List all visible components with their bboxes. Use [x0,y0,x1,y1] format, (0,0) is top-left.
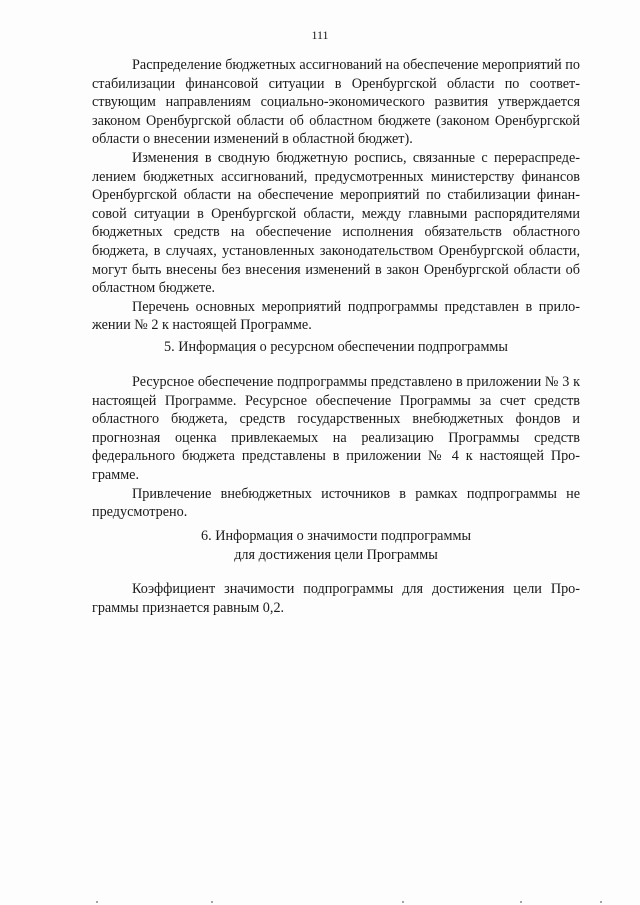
paragraph: Ресурсное обеспечение подпрограммы представлено в приложении № 3 к настоящей Программе. Ресурсное обеспечение Программы за счет средств областного бюджета, средств государственных внебюджетных фондов и прогнозная оценка привлекаемых на реализацию Программы средств федерального бюджета представлены в приложении № 4 к настоящей Программе. [92,374,580,483]
paragraph: Изменения в сводную бюджетную роспись, связанные с перераспределением бюджетных ассигнований, предусмотренных министерству финансов Оренбургской области на обеспечение мероприятий по стабилизации финансовой ситуации в Оренбургской области, между главными распорядителями бюджетных средств на обеспечение исполнения обязательств областного бюджета, в случаях, установленных законодательством Оренбургской области, могут быть внесены без внесения изменений в закон Оренбургской области об областном бюджете. [92,149,580,297]
scan-artifacts [0,897,640,903]
paragraph: Привлечение внебюджетных источников в рамках подпрограммы не предусмотрено. [92,485,580,521]
section-6-heading-line-2: для достижения цели Программы [234,546,438,563]
section-6-heading [92,527,580,564]
section-4-body [92,56,580,335]
page-number: 111 [311,28,329,42]
section-6-body [92,580,580,617]
paragraph: Коэффициент значимости подпрограммы для достижения цели Программы признается равным 0,2. [92,581,580,616]
paragraph: Распределение бюджетных ассигнований на обеспечение мероприятий по стабилизации финансовой ситуации в Оренбургской области по соответствующим направлениям социально-экономического развития утверждается законом Оренбургской области об областном бюджете (законом Оренбургской области о внесении изменений в областной бюджет). [92,57,580,148]
section-5-heading: 5. Информация о ресурсном обеспечении подпрограммы [164,339,508,355]
paragraph: Перечень основных мероприятий подпрограммы представлен в приложении № 2 к настоящей Программе. [92,298,580,334]
section-6-heading-line-1: 6. Информация о значимости подпрограммы [201,528,471,544]
section-5-body [92,373,580,522]
